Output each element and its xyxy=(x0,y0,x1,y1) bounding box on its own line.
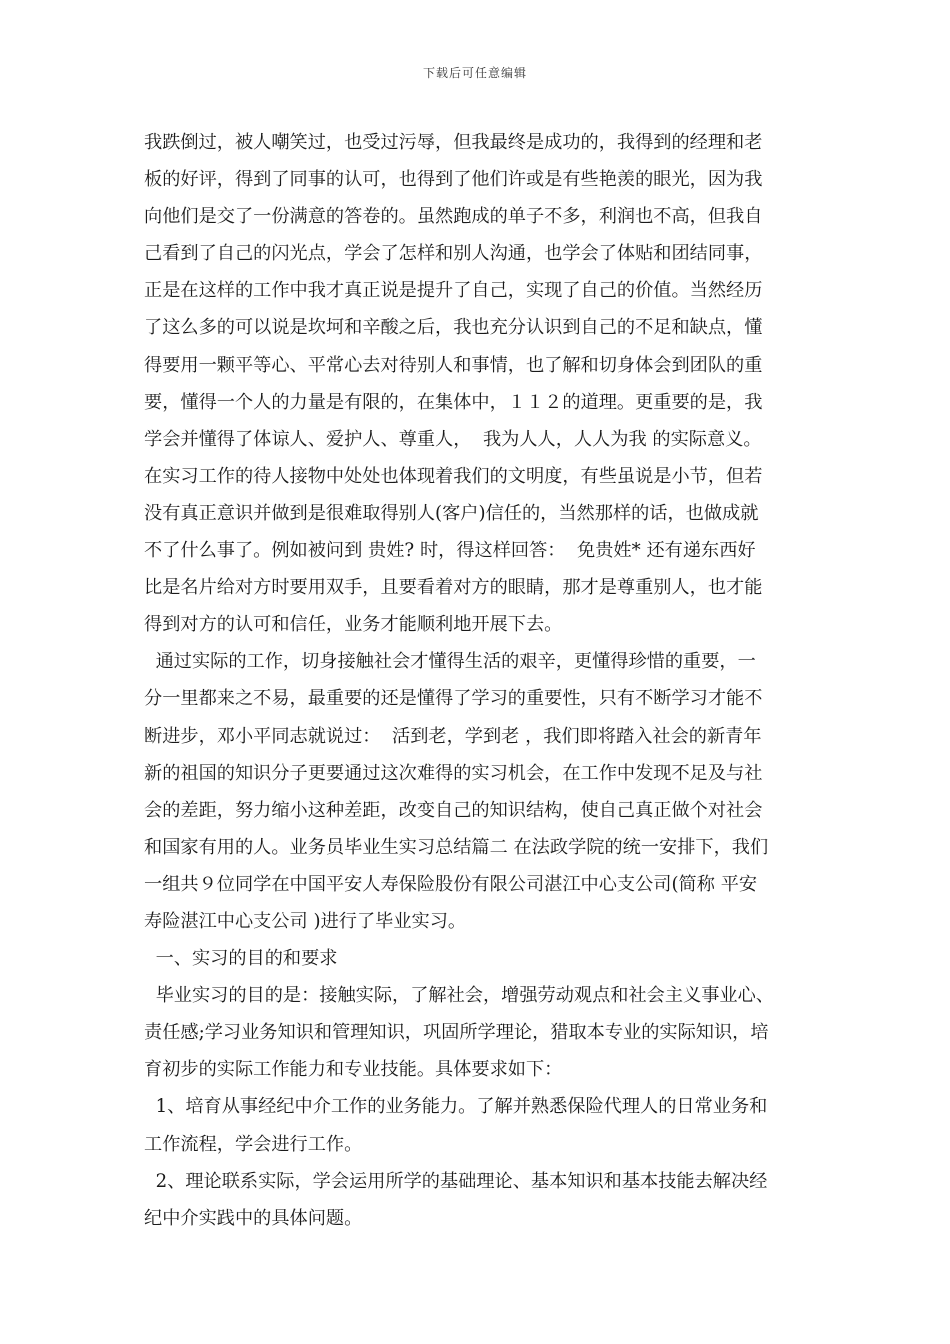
text-line: 学会并懂得了体谅人、爱护人、尊重人， 我为人人，人人为我 的实际意义。 xyxy=(144,428,762,450)
text-line: 板的好评，得到了同事的认可，也得到了他们许或是有些艳羡的眼光，因为我 xyxy=(144,169,763,191)
text-line: 和国家有用的人。业务员毕业生实习总结篇二 在法政学院的统一安排下，我们 xyxy=(144,836,769,858)
text-line: 新的祖国的知识分子更要通过这次难得的实习机会，在工作中发现不足及与社 xyxy=(144,762,763,784)
text-line: 我跌倒过，被人嘲笑过，也受过污辱，但我最终是成功的，我得到的经理和老 xyxy=(144,132,763,153)
text-line: 2、理论联系实际，学会运用所学的基础理论、基本知识和基本技能去解决经 xyxy=(144,1170,768,1192)
text-line: 通过实际的工作，切身接触社会才懂得生活的艰辛，更懂得珍惜的重要，一 xyxy=(144,651,756,673)
text-line: 己看到了自己的闪光点，学会了怎样和别人沟通，也学会了体贴和团结同事， xyxy=(144,243,763,265)
text-line: 没有真正意识并做到是很难取得别人(客户)信任的，当然那样的话，也做成就 xyxy=(144,502,759,524)
text-line: 不了什么事了。例如被问到 贵姓? 时，得这样回答： 免贵姓* 还有递东西好 xyxy=(144,540,756,562)
text-line: 要，懂得一个人的力量是有限的，在集体中，１１２的道理。更重要的是，我 xyxy=(144,391,763,413)
text-line: 比是名片给对方时要用双手，且要看着对方的眼睛，那才是尊重别人，也才能 xyxy=(144,577,763,599)
text-line: 责任感;学习业务知识和管理知识，巩固所学理论，猎取本专业的实际知识，培 xyxy=(144,1022,769,1044)
page-header: 下载后可任意编辑 xyxy=(422,66,527,80)
text-line: 一、实习的目的和要求 xyxy=(144,948,338,970)
text-line: 了这么多的可以说是坎坷和辛酸之后，我也充分认识到自己的不足和缺点，懂 xyxy=(144,317,763,339)
text-line: 正是在这样的工作中我才真正说是提升了自己，实现了自己的价值。当然经历 xyxy=(144,280,763,302)
text-line: 寿险湛江中心支公司 )进行了毕业实习。 xyxy=(144,910,467,932)
document-body xyxy=(144,124,814,1237)
text-line: 育初步的实际工作能力和专业技能。具体要求如下： xyxy=(144,1059,563,1081)
text-line: 断进步，邓小平同志就说过： 活到老，学到老 ，我们即将踏入社会的新青年 xyxy=(144,725,762,747)
text-line: 得要用一颗平等心、平常心去对待别人和事情，也了解和切身体会到团队的重 xyxy=(144,354,763,376)
text-line: 纪中介实践中的具体问题。 xyxy=(144,1207,363,1229)
text-line: 1、培育从事经纪中介工作的业务能力。了解并熟悉保险代理人的日常业务和 xyxy=(144,1096,768,1118)
text-line: 工作流程，学会进行工作。 xyxy=(144,1133,363,1155)
text-line: 在实习工作的待人接物中处处也体现着我们的文明度，有些虽说是小节，但若 xyxy=(144,465,763,487)
text-line: 得到对方的认可和信任，业务才能顺利地开展下去。 xyxy=(144,614,563,636)
text-line: 会的差距，努力缩小这种差距，改变自己的知识结构，使自己真正做个对社会 xyxy=(144,799,763,821)
text-line: 向他们是交了一份满意的答卷的。虽然跑成的单子不多，利润也不高，但我自 xyxy=(144,206,763,228)
text-line: 分一里都来之不易，最重要的还是懂得了学习的重要性，只有不断学习才能不 xyxy=(144,688,763,710)
text-line: 一组共９位同学在中国平安人寿保险股份有限公司湛江中心支公司(简称 平安 xyxy=(144,873,758,895)
text-line: 毕业实习的目的是：接触实际，了解社会，增强劳动观点和社会主义事业心、 xyxy=(144,985,774,1007)
